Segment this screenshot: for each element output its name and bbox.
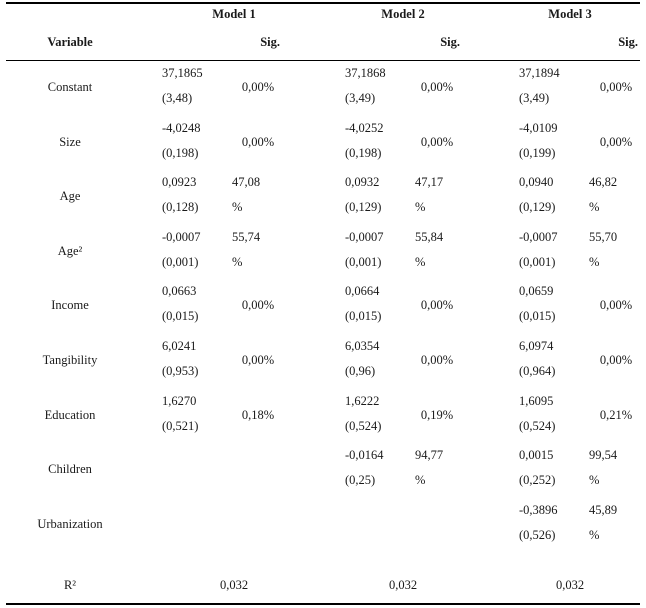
model-2-header: Model 2 [381,7,425,21]
significance-unit: % [589,527,600,542]
significance: 55,74 [232,229,261,244]
coefficient: 0,0663 [162,284,197,299]
coefficient: -0,0007 [162,229,201,244]
top-rule [6,2,640,4]
standard-error: (0,015) [519,309,556,324]
significance-unit: % [415,200,426,215]
standard-error: (0,25) [345,473,376,488]
standard-error: (3,48) [162,91,193,105]
regression-table [6,0,640,608]
standard-error: (0,129) [345,200,382,215]
standard-error: (0,198) [162,145,199,160]
significance: 0,00% [241,134,275,149]
significance-unit: % [415,254,426,269]
coefficient: 0,0923 [162,175,197,190]
standard-error: (0,129) [519,200,556,215]
standard-error: (3,49) [345,91,376,105]
r2-value: 0,032 [219,578,249,592]
coefficient: -0,0007 [519,229,558,244]
significance: 55,84 [415,229,444,244]
significance-unit: % [415,473,426,488]
variable-header: Variable [47,35,93,49]
significance: 0,00% [241,353,275,367]
model-3-header: Model 3 [548,7,592,21]
coefficient: 1,6222 [345,393,380,408]
row-label: Tangibility [42,353,98,367]
standard-error: (0,524) [519,418,556,433]
standard-error: (0,198) [345,145,382,160]
coefficient: -4,0252 [345,120,384,135]
coefficient: -4,0109 [519,120,558,135]
row-label: Age² [57,243,83,258]
significance: 0,18% [241,407,275,422]
standard-error: (0,964) [519,364,556,378]
coefficient: 0,0940 [519,175,554,190]
significance: 0,00% [599,80,633,94]
coefficient: -4,0248 [162,120,201,135]
standard-error: (0,953) [162,364,199,378]
coefficient: 6,0974 [519,339,554,353]
coefficient: -0,0164 [345,448,384,463]
significance: 0,00% [420,298,454,313]
significance: 0,00% [599,298,633,313]
significance: 0,00% [241,298,275,313]
row-label: Constant [47,80,93,94]
standard-error: (0,015) [345,309,382,324]
standard-error: (0,521) [162,418,199,433]
coefficient: -0,0007 [345,229,384,244]
coefficient: 0,0664 [345,284,380,299]
standard-error: (0,96) [345,364,376,378]
standard-error: (0,526) [519,527,556,542]
coefficient: 0,0015 [519,448,554,463]
significance: 47,08 [232,175,261,190]
significance: 46,82 [589,175,618,190]
significance: 45,89 [589,502,618,517]
coefficient: 1,6270 [162,393,197,408]
r2-label: R² [63,578,77,592]
coefficient: 0,0932 [345,175,380,190]
coefficient: 1,6095 [519,393,554,408]
significance: 55,70 [589,229,618,244]
standard-error: (0,015) [162,309,199,324]
significance: 0,00% [599,134,633,149]
standard-error: (0,001) [519,254,556,269]
significance: 94,77 [415,448,444,463]
significance: 0,19% [420,407,454,422]
standard-error: (0,199) [519,145,556,160]
sig-header-2: Sig. [440,35,460,49]
coefficient: 37,1865 [162,66,203,80]
row-label: Education [44,407,96,422]
standard-error: (0,524) [345,418,382,433]
header-rule [6,60,640,61]
coefficient: 37,1894 [519,66,560,80]
significance-unit: % [589,200,600,215]
model-1-header: Model 1 [212,7,256,21]
significance-unit: % [589,254,600,269]
standard-error: (0,128) [162,200,199,215]
coefficient: 37,1868 [345,66,386,80]
significance-unit: % [589,473,600,488]
significance: 0,00% [420,80,454,94]
standard-error: (3,49) [519,91,550,105]
significance: 47,17 [415,175,444,190]
r2-value: 0,032 [388,578,418,592]
coefficient: 6,0354 [345,339,380,353]
coefficient: -0,3896 [519,502,558,517]
significance: 0,00% [420,134,454,149]
standard-error: (0,001) [162,254,199,269]
significance: 0,21% [599,407,633,422]
row-label: Size [59,134,81,149]
row-label: Children [48,462,92,477]
sig-header-1: Sig. [260,35,280,49]
row-label: Age [59,189,81,204]
r2-value: 0,032 [555,578,585,592]
coefficient: 0,0659 [519,284,554,299]
significance: 0,00% [599,353,633,367]
coefficient: 6,0241 [162,339,197,353]
bottom-rule [6,603,640,605]
significance-unit: % [232,254,243,269]
standard-error: (0,001) [345,254,382,269]
standard-error: (0,252) [519,473,556,488]
significance: 0,00% [420,353,454,367]
row-label: Income [51,298,89,313]
significance: 0,00% [241,80,275,94]
significance: 99,54 [589,448,618,463]
significance-unit: % [232,200,243,215]
row-label: Urbanization [37,516,103,531]
sig-header-3: Sig. [618,35,638,49]
